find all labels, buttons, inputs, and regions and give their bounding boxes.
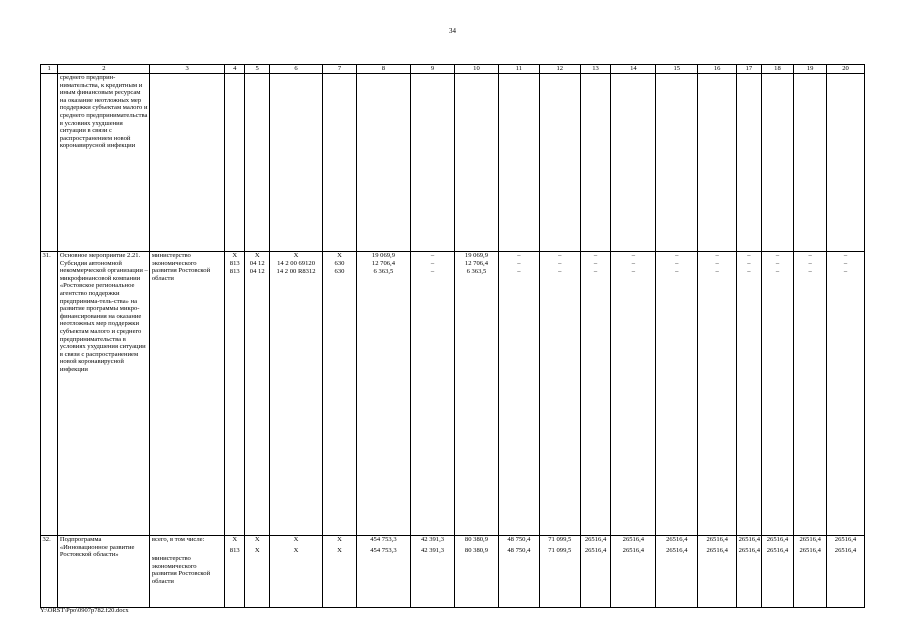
column-number: 3 (150, 65, 225, 74)
vr-cell: X 630 630 (323, 252, 357, 536)
rzpr-cell: X X (245, 536, 270, 608)
year-cell: 26516,4 26516,4 (580, 536, 611, 608)
year-cell: – – – (698, 252, 737, 536)
year-cell: 48 750,4 48 750,4 (498, 536, 539, 608)
year-cell: – – – (761, 252, 794, 536)
year-cell: 26516,4 26516,4 (656, 536, 698, 608)
year-cell: 42 391,3 42 391,3 (411, 536, 455, 608)
year-cell: 80 380,9 80 380,9 (454, 536, 498, 608)
column-number: 6 (269, 65, 322, 74)
column-number: 2 (58, 65, 150, 74)
page-number: 34 (449, 27, 456, 35)
column-number: 4 (225, 65, 245, 74)
row-index: 32. (41, 536, 58, 608)
year-cell: – – – (656, 252, 698, 536)
year-cell: 19 069,9 12 706,4 6 363,5 (454, 252, 498, 536)
year-cell: 26516,4 26516,4 (698, 536, 737, 608)
grbs-cell: X 813 (225, 536, 245, 608)
executor-total: всего, в том числе: (151, 536, 205, 543)
column-number: 18 (761, 65, 794, 74)
row-index: 31. (41, 252, 58, 536)
year-cell: – – – (580, 252, 611, 536)
year-cell: 26516,4 26516,4 (737, 536, 762, 608)
year-cell: – – – (827, 252, 865, 536)
column-number: 20 (827, 65, 865, 74)
total-cell: 454 753,3 454 753,3 (356, 536, 410, 608)
year-cell: 26516,4 26516,4 (611, 536, 656, 608)
subprogram-name: Подпрограмма «Инновационное развитие Ростовской области» (58, 536, 150, 608)
year-cell: – – – (498, 252, 539, 536)
year-cell: – – – (611, 252, 656, 536)
column-number: 9 (411, 65, 455, 74)
column-number: 7 (323, 65, 357, 74)
budget-table (40, 64, 865, 608)
year-cell: 26516,4 26516,4 (761, 536, 794, 608)
table-row-continued (41, 74, 865, 252)
footer-file-path: Y:\ORST\Ppo\0907p782.f20.docx (40, 607, 129, 614)
column-number: 8 (356, 65, 410, 74)
executor: министерство экономического развития Ростовской области (150, 252, 225, 536)
column-number: 19 (794, 65, 827, 74)
year-cell: – – – (539, 252, 580, 536)
column-number: 5 (245, 65, 270, 74)
year-cell: – – – (794, 252, 827, 536)
column-number-row (41, 65, 865, 74)
table-row-31 (41, 252, 865, 536)
executor (150, 536, 225, 608)
year-cell: – – – (737, 252, 762, 536)
table-row-32 (41, 536, 865, 608)
column-number: 1 (41, 65, 58, 74)
column-number: 16 (698, 65, 737, 74)
executor-ministry: министерство экономического развития Ростовской области (151, 555, 211, 585)
column-number: 13 (580, 65, 611, 74)
column-number: 10 (454, 65, 498, 74)
grbs-cell: X 813 813 (225, 252, 245, 536)
year-cell: – – – (411, 252, 455, 536)
vr-cell: X X (323, 536, 357, 608)
column-number: 12 (539, 65, 580, 74)
column-number: 17 (737, 65, 762, 74)
event-name: Основное мероприятие 2.21. Субсидия автономной некоммерческой организации – микрофинансовой компании «Ростовское региональное агентство поддержки предпринима-тель-ства» на развитие программы микро-финансирования на оказание неотложных мер поддержки субъектам малого и среднего предпринимательства в условиях ухудшения ситуации в связи с распространением новой коронавирусной инфекции (58, 252, 150, 536)
column-number: 14 (611, 65, 656, 74)
year-cell: 26516,4 26516,4 (827, 536, 865, 608)
column-number: 15 (656, 65, 698, 74)
column-number: 11 (498, 65, 539, 74)
rzpr-cell: X 04 12 04 12 (245, 252, 270, 536)
csr-cell: X X (269, 536, 322, 608)
continued-event-name: среднего предприн-нимательства, к кредитным и иным финансовым ресурсам на оказание неотложных мер поддержки субъектам малого и среднего предпринимательства в условиях ухудшения ситуации в связи с распространением новой коронавирусной инфекции (58, 74, 150, 252)
total-cell: 19 069,9 12 706,4 6 363,5 (356, 252, 410, 536)
csr-cell: X 14 2 00 69120 14 2 00 R8312 (269, 252, 322, 536)
year-cell: 26516,4 26516,4 (794, 536, 827, 608)
year-cell: 71 099,5 71 099,5 (539, 536, 580, 608)
